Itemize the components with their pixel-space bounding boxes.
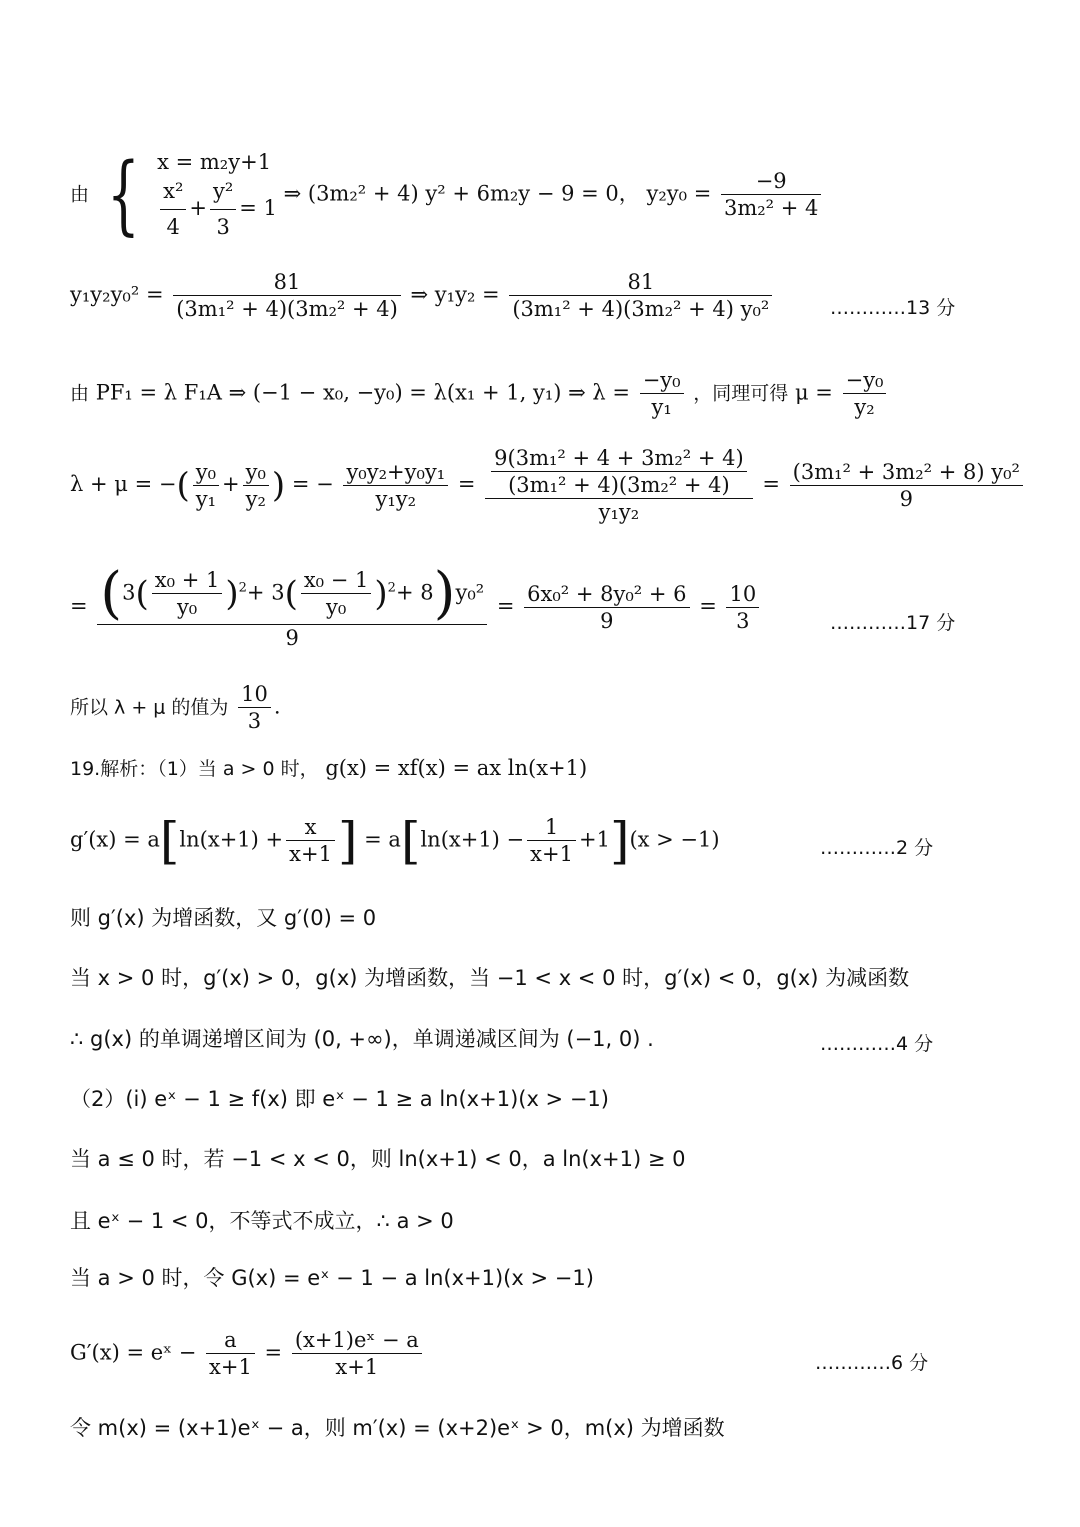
sub-mid-2: = [699, 594, 717, 618]
x-over-x1: $\frac{x}{x+1}$ [286, 817, 335, 865]
lm-eq: = [457, 472, 476, 496]
Gprime-fraction: $\frac{\text{(x+1)eˣ − a}}{x+1}$ [292, 1330, 422, 1378]
Gprime-lhs: G′(x) = eˣ − [70, 1340, 197, 1365]
system-eq2: $\frac{\text{x²}}{4}$ + $\frac{\text{y²}}{3}$ = 1 [157, 177, 277, 242]
equation-system [157, 148, 277, 242]
product-fraction: $\frac{-9}{\text{3m₂² + 4}}$ [721, 171, 821, 219]
score-13: …………13 分 [830, 297, 956, 319]
one-over-x1: $\frac{1}{x+1}$ [527, 817, 576, 865]
conclusion-fraction: $\frac{10}{3}$ [238, 684, 271, 732]
line-conclusion: 所以 λ + μ 的值为 $\frac{10}{3}$ . [70, 682, 281, 733]
line-part2: （2）(i) eˣ − 1 ≥ f(x) 即 eˣ − 1 ≥ a ln(x+1)(x > −1) [70, 1087, 609, 1111]
line-lambda [70, 370, 889, 418]
y1y2y0-lhs: y₁y₂y₀² = [70, 282, 164, 307]
similarly-text: ，同理可得 [693, 382, 789, 405]
you-label-2: 由 [70, 382, 90, 405]
conclusion-text: 所以 λ + μ 的值为 [70, 696, 229, 719]
combined-fraction: $\frac{\text{y₀y₂+y₀y₁}}{\text{y₁y₂}}$ [343, 462, 448, 510]
score-4: …………4 分 [820, 1033, 934, 1055]
lm-lhs: λ + μ = − [70, 472, 177, 496]
frac-81-a: $\frac{81}{\text{(3m₁² + 4)(3m₂² + 4)}}$ [173, 272, 401, 320]
line-monotonic: 当 x > 0 时，g′(x) > 0，g(x) 为增函数，当 −1 < x < 0 时，g′(x) < 0，g(x) 为减函数 [70, 966, 910, 990]
line-intervals: ∴ g(x) 的单调递增区间为 (0, +∞)，单调递减区间为 (−1, 0) . [70, 1027, 654, 1051]
lm-minus: = − [291, 472, 334, 496]
score-6: …………6 分 [815, 1352, 929, 1374]
you-label: 由 [70, 183, 90, 206]
gprime-lhs: g′(x) = a [70, 827, 160, 852]
q19-math: g(x) = xf(x) = ax ln(x+1) [325, 756, 588, 780]
line-define-m: 令 m(x) = (x+1)eˣ − a，则 m′(x) = (x+2)eˣ > 0，m(x) 为增函数 [70, 1416, 725, 1440]
compound-fraction: $\frac{\frac{\text{9(3m₁² + 4 + 3m₂² + 4)}}{\text{(3m₁² + 4)(3m₂² + 4)}}}{\text{y₁y₂}}$ [485, 448, 753, 523]
q19-text: 19.解析：（1）当 a > 0 时， [70, 758, 319, 780]
line-lambda-plus-mu: λ + μ = −( $\frac{\text{y₀}}{\text{y₁}}$ + $\frac{\text{y₀}}{\text{y₂}}$ ) = − $\frac{\text{y₀y₂+y₀y₁}}{\text{y₁y₂}}$ = $\frac{\frac{\text{9(3m₁² + 4 + 3m₂² + 4)}}{\text{(3m₁² + 4)(3m₂² + 4)}}}{\text{y₁y₂}}$ = $\frac{\text{(3m₁² + 3m₂² + 8) y₀²}}{9}$ [70, 448, 1026, 523]
ten-thirds: $\frac{10}{3}$ [726, 584, 759, 632]
line-contradiction: 且 eˣ − 1 < 0，不等式不成立，∴ a > 0 [70, 1209, 454, 1233]
line-substitution [70, 561, 762, 650]
domain: (x > −1) [629, 827, 720, 852]
lm-eq-2: = [762, 472, 780, 496]
sub-mid: = [496, 594, 515, 618]
score-2: …………2 分 [820, 837, 934, 859]
line-derivative: g′(x) = a[ln(x+1) + $\frac{x}{x+1}$ ] = a[ln(x+1) − $\frac{1}{x+1}$ +1](x > −1) [70, 812, 720, 870]
gprime-eq: = a [364, 827, 401, 852]
y0-over-y2: $\frac{\text{y₀}}{\text{y₂}}$ [243, 462, 269, 510]
system-eq1: x = m₂y+1 [157, 150, 272, 174]
line-system [70, 145, 824, 246]
line-19-intro [70, 758, 587, 779]
mu-lhs: μ = [794, 380, 833, 405]
a-over-x1: $\frac{a}{x+1}$ [206, 1330, 255, 1378]
line-increasing: 则 g′(x) 为增函数，又 g′(0) = 0 [70, 906, 377, 930]
Gprime-eq: = [264, 1340, 283, 1365]
line-y1y2 [70, 272, 775, 320]
vector-equation: PF₁ = λ F₁A ⇒ (−1 − x₀, −y₀) = λ(x₁ + 1, y₁) ⇒ λ = [95, 380, 631, 405]
mu-fraction: $\frac{\text{−y₀}}{\text{y₂}}$ [843, 370, 887, 418]
system-eq2-rhs: = 1 [239, 196, 277, 221]
implies-y1y2: ⇒ y₁y₂ = [410, 282, 500, 307]
frac-81-b: $\frac{81}{\text{(3m₁² + 4)(3m₂² + 4) y₀²}}$ [509, 272, 772, 320]
big-fraction: (3( $\frac{\text{x₀ + 1}}{\text{y₀}}$ )$^2$+ 3( $\frac{\text{x₀ − 1}}{\text{y₀}}$ )$^2$+ 8)y₀² 9 [97, 566, 487, 649]
product-lhs: y₂y₀ = [646, 181, 712, 206]
sub-eq: = [70, 594, 88, 618]
quadratic: ⇒ (3m₂² + 4) y² + 6m₂y − 9 = 0， [283, 181, 640, 206]
lambda-fraction: $\frac{\text{−y₀}}{\text{y₁}}$ [640, 370, 684, 418]
line-case-a-nonpos: 当 a ≤ 0 时，若 −1 < x < 0，则 ln(x+1) < 0，a ln(x+1) ≥ 0 [70, 1147, 686, 1171]
simplified-fraction: $\frac{\text{6x₀² + 8y₀² + 6}}{9}$ [524, 584, 689, 632]
line-define-G: 当 a > 0 时，令 G(x) = eˣ − 1 − a ln(x+1)(x > −1) [70, 1266, 594, 1290]
left-brace: { [106, 145, 140, 246]
score-17: …………17 分 [830, 612, 956, 634]
result-fraction: $\frac{\text{(3m₁² + 3m₂² + 8) y₀²}}{9}$ [790, 462, 1023, 510]
y0-over-y1: $\frac{\text{y₀}}{\text{y₁}}$ [193, 462, 219, 510]
line-G-derivative [70, 1330, 425, 1378]
